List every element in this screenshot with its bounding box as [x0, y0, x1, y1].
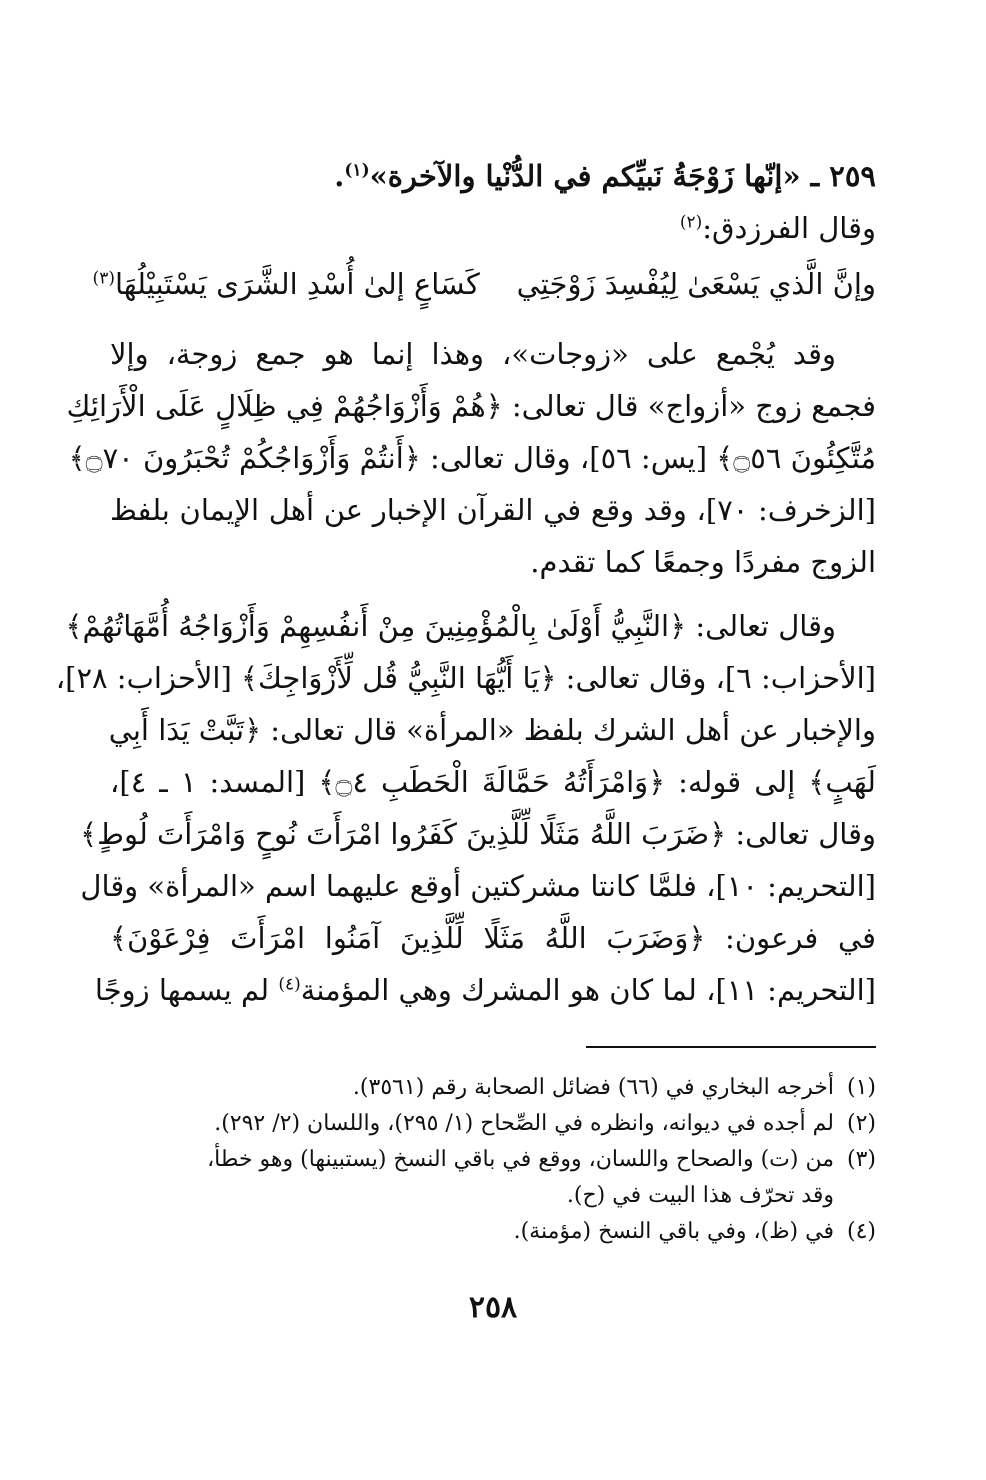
paragraph-2-line-6: [التحريم: ١٠]، فلمَّا كانتا مشركتين أوقع عليهما اسم «المرأة» وقال: [80, 869, 876, 903]
footnote-divider: [586, 1046, 876, 1048]
paragraph-1-line-5: الزوج مفردًا وجمعًا كما تقدم.: [530, 545, 876, 579]
footnote-text: من (ت) والصحاح واللسان، ووقع في باقي النسخ (يستبينها) وهو خطأ،: [207, 1147, 834, 1172]
paragraph-1-line-4: [الزخرف: ٧٠]، وقد وقع في القرآن الإخبار عن أهل الإيمان بلفظ: [110, 493, 876, 527]
poetry-verse: [92, 254, 876, 316]
paragraph-1-line-1: وقد يُجْمع على «زوجات»، وهذا إنما هو جمع زوجة، وإلا: [110, 337, 836, 371]
paragraph-2-line-8-end: لم يسمها زوجًا: [94, 973, 279, 1007]
main-text: [55, 150, 876, 1016]
footnote-text: أخرجه البخاري في (٦٦) فضائل الصحابة رقم (٣٥٦١).: [352, 1075, 834, 1100]
footnote-number: (٢): [846, 1111, 876, 1136]
footnote-4: [110, 1214, 876, 1250]
footnote-text: لم أجده في ديوانه، وانظره في الصِّحاح (١/ ٢٩٥)، واللسان (٢/ ٢٩٢).: [214, 1111, 834, 1136]
footnote-2: [110, 1106, 876, 1142]
footnote-number: (٤): [846, 1219, 876, 1244]
paragraph-2-line-8: [94, 964, 876, 1016]
hadith-text: ٢٥٩ ـ «إنّها زَوْجَةُ نَبيِّكم في الدُّنْيا والآخرة»: [369, 159, 876, 193]
footnote-1: [110, 1070, 876, 1106]
footnote-text: في (ظ)، وفي باقي النسخ (مؤمنة).: [513, 1219, 834, 1244]
footnote-3-continuation: وقد تحرّف هذا البيت في (ح).: [566, 1183, 834, 1208]
hadith-end: .: [334, 159, 345, 193]
footnote-number: (٣): [846, 1147, 876, 1172]
footnote-ref-3: (٣): [92, 268, 115, 289]
page-number: ٢٥٨: [468, 1290, 518, 1325]
footnote-ref-4: (٤): [278, 974, 301, 995]
paragraph-1-line-3: مُتَّكِئُونَ ۝٥٦﴾ [يس: ٥٦]، وقال تعالى: ﴿أَنتُمْ وَأَزْوَاجُكُمْ تُحْبَرُونَ ۝٧٠﴾: [68, 441, 876, 475]
verse-text: وإنَّ الَّذي يَسْعَىٰ لِيُفْسِدَ زَوْجَتِي كَسَاعٍ إلىٰ أُسْدِ الشَّرَى يَسْتَبِيْلُهَا: [114, 267, 876, 301]
farazdaq-intro-line: [110, 202, 876, 254]
paragraph-2-line-5: وقال تعالى: ﴿ضَرَبَ اللَّهُ مَثَلًا لِّلَّذِينَ كَفَرُوا امْرَأَتَ نُوحٍ وَامْرَأَتَ لُوطٍ﴾: [80, 817, 876, 851]
paragraph-2-line-1: وقال تعالى: ﴿النَّبِيُّ أَوْلَىٰ بِالْمُؤْمِنِينَ مِنْ أَنفُسِهِمْ وَأَزْوَاجُهُ أُمَّهَاتُهُمْ﴾: [65, 609, 836, 643]
footnote-ref-2: (٢): [679, 212, 703, 233]
footnote-3: [110, 1142, 876, 1178]
paragraph-2-line-7: في فرعون: ﴿وَضَرَبَ اللَّهُ مَثَلًا لِّلَّذِينَ آمَنُوا امْرَأَتَ فِرْعَوْنَ﴾: [110, 921, 876, 955]
paragraph-2-line-2: [الأحزاب: ٦]، وقال تعالى: ﴿يَا أَيُّهَا النَّبِيُّ قُل لِّأَزْوَاجِكَ﴾ [الأحزاب: ٢٨]،: [55, 661, 876, 695]
paragraph-2-line-3: والإخبار عن أهل الشرك بلفظ «المرأة» قال تعالى: ﴿تَبَّتْ يَدَا أَبِي: [108, 713, 876, 747]
paragraph-2-line-4: لَهَبٍ﴾ إلى قوله: ﴿وَامْرَأَتُهُ حَمَّالَةَ الْحَطَبِ ۝٤﴾ [المسد: ١ ـ ٤]،: [110, 765, 876, 799]
footnote-number: (١): [846, 1075, 876, 1100]
farazdaq-intro: وقال الفرزدق:: [702, 211, 876, 245]
footnotes: [110, 1070, 876, 1250]
footnote-ref-1: (١): [344, 160, 370, 181]
paragraph-2-line-8-start: [التحريم: ١١]، لما كان هو المشرك وهي المؤمنة: [300, 973, 876, 1007]
hadith-line: [110, 150, 876, 202]
paragraph-1-line-2: فجمع زوج «أزواج» قال تعالى: ﴿هُمْ وَأَزْوَاجُهُمْ فِي ظِلَالٍ عَلَى الْأَرَائِكِ: [66, 389, 876, 423]
